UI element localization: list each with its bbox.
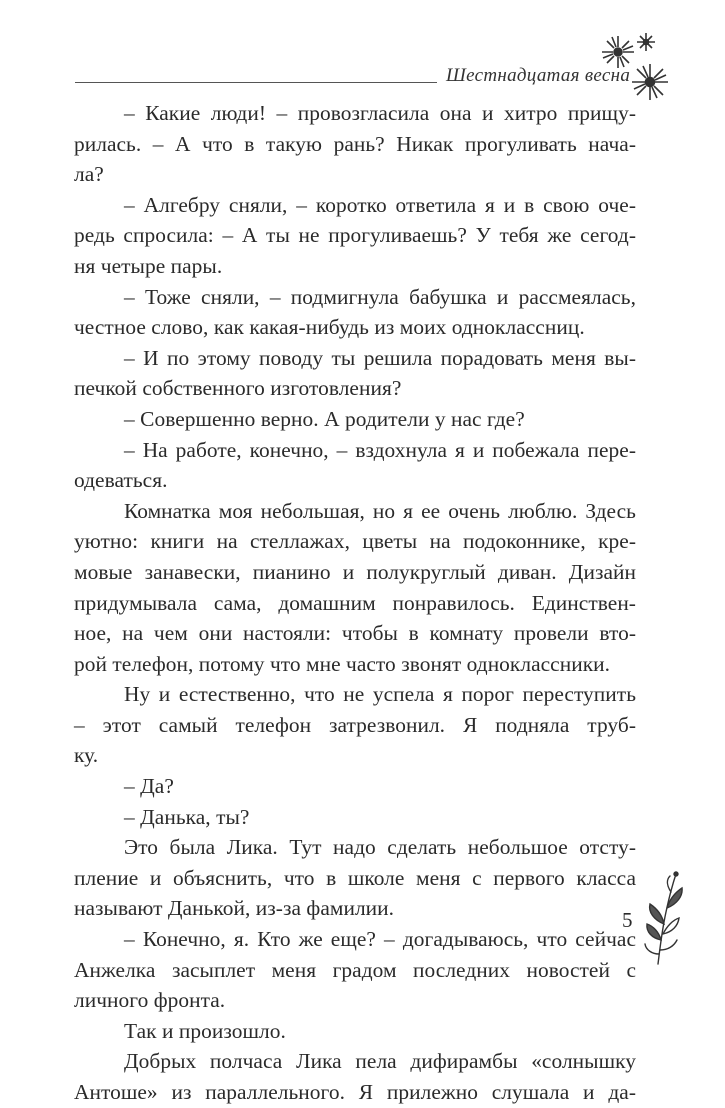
text-line: ня четыре пары. [74, 253, 223, 278]
running-title: Шестнадцатая весна [446, 65, 631, 86]
text-line: одеваться. [74, 468, 168, 493]
text-line: Анжелка засыплет меня градом последних новостей с [74, 957, 636, 982]
text-line: личного фронта. [74, 988, 226, 1013]
text-line: придумывала сама, домашним понравилось. Единствен- [74, 590, 636, 615]
text-line: печкой собственного изготовления? [74, 376, 402, 401]
text-line: Это была Лика. Тут надо сделать небольшое отсту- [124, 835, 636, 860]
text-line: – И по этому поводу ты решила порадовать меня вы- [124, 345, 636, 370]
text-line: – На работе, конечно, – вздохнула я и побежала пере- [124, 437, 636, 462]
text-line: честное слово, как какая-нибудь из моих одноклассниц. [74, 315, 585, 340]
text-line: Добрых полчаса Лика пела дифирамбы «солнышку [124, 1049, 636, 1074]
text-line: – Тоже сняли, – подмигнула бабушка и рассмеялась, [124, 284, 636, 309]
text-line: – Данька, ты? [124, 804, 250, 829]
body-text [74, 98, 636, 1108]
text-line: уютно: книги на стеллажах, цветы на подоконнике, кре- [74, 529, 636, 554]
text-line: – Совершенно верно. А родители у нас где? [124, 406, 525, 431]
text-line: – Алгебру сняли, – коротко ответила я и в свою оче- [124, 192, 636, 217]
text-line: Ну и естественно, что не успела я порог переступить [124, 682, 636, 707]
text-line: ку. [74, 743, 99, 768]
text-line: мовые занавески, пианино и полукруглый диван. Дизайн [74, 559, 636, 584]
text-line: редь спросила: – А ты не прогуливаешь? У тебя же сегод- [74, 223, 636, 248]
page-number: 5 [622, 908, 633, 932]
text-line: Антоше» из параллельного. Я прилежно слушала и да- [74, 1080, 636, 1104]
text-line: рилась. – А что в такую рань? Никак прогуливать нача- [74, 131, 636, 156]
text-line: пление и объяснить, что в школе меня с первого класса [74, 865, 636, 890]
text-line: ное, на чем они настояли: чтобы в комнату провели вто- [74, 621, 636, 646]
text-line: ла? [74, 162, 104, 187]
text-line: – Конечно, я. Кто же еще? – догадываюсь, что сейчас [124, 927, 636, 952]
text-line: – Какие люди! – провозгласила она и хитро прищу- [124, 101, 636, 125]
text-line: Так и произошло. [124, 1018, 286, 1043]
text-line: – Да? [124, 774, 174, 799]
text-line: рой телефон, потому что мне часто звонят одноклассники. [74, 651, 611, 676]
floral-sprig-icon [640, 868, 690, 968]
text-line: – этот самый телефон затрезвонил. Я подняла труб- [74, 712, 636, 737]
text-line: называют Данькой, из-за фамилии. [74, 896, 395, 921]
text-line: Комнатка моя небольшая, но я ее очень люблю. Здесь [124, 498, 636, 523]
header-rule [75, 82, 437, 83]
